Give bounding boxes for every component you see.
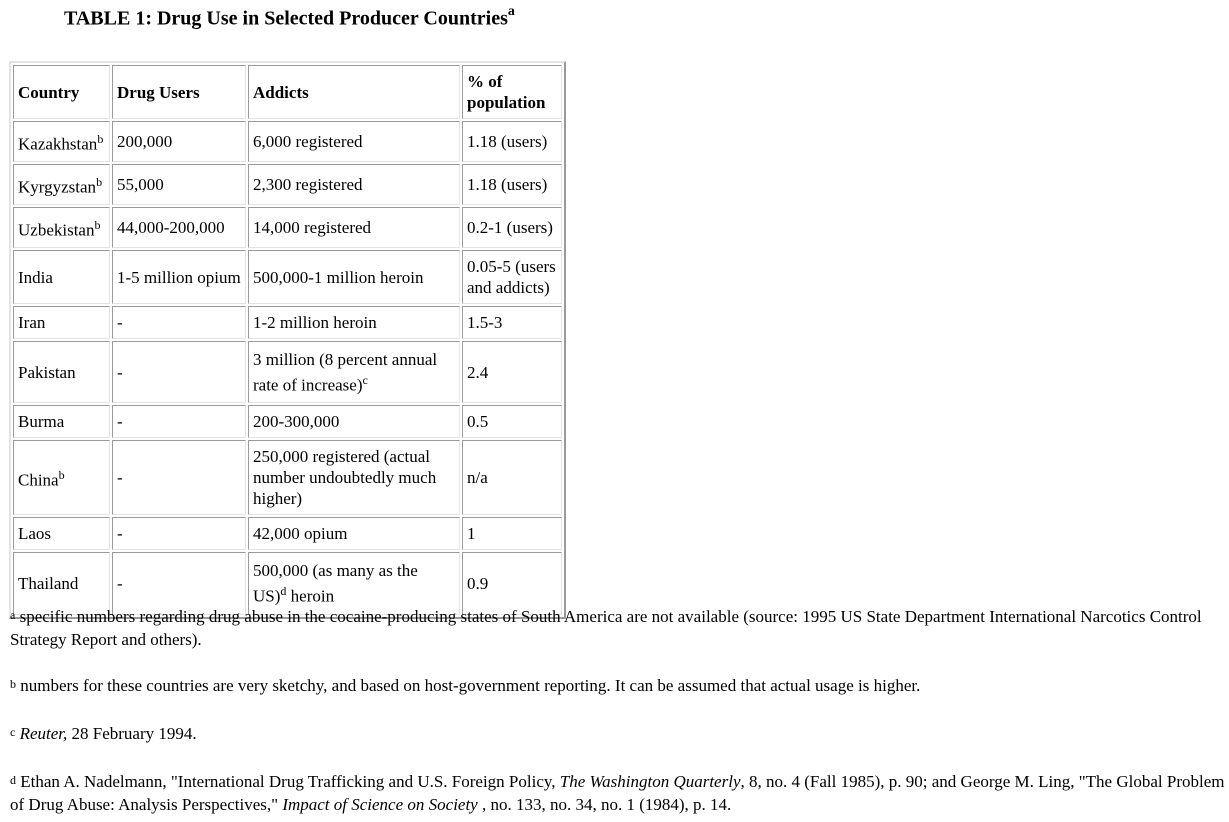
- footnote-d-mark: d: [10, 773, 16, 787]
- addicts-text: 2,300 registered: [253, 175, 363, 194]
- addicts-text: 250,000 registered (actual number undoubtedly much higher): [253, 447, 437, 508]
- country-name: China: [18, 470, 59, 490]
- footnote-a: [10, 606, 1225, 650]
- footnote-d-part3: , no. 133, no. 34, no. 1 (1984), p. 14.: [477, 795, 732, 814]
- cell-addicts: [248, 207, 460, 248]
- table-body: [13, 121, 562, 615]
- footnote-b-mark: b: [10, 677, 16, 691]
- cell-percent-population: n/a: [462, 440, 562, 515]
- footnote-d: [10, 771, 1225, 815]
- drug-use-table: [11, 63, 564, 617]
- cell-country: [13, 207, 110, 248]
- cell-drug-users: -: [112, 517, 246, 550]
- footnote-a-mark: a: [10, 608, 16, 622]
- cell-percent-population: 1.18 (users): [462, 164, 562, 205]
- cell-percent-population: 0.9: [462, 552, 562, 615]
- cell-country: [13, 341, 110, 403]
- country-footnote-mark: b: [96, 174, 103, 189]
- table-header-row: [13, 65, 562, 119]
- footnote-c-text: 28 February 1994.: [67, 724, 197, 743]
- addicts-text: 42,000 opium: [253, 524, 348, 543]
- addicts-text: 500,000 (as many as the US): [253, 561, 418, 606]
- cell-drug-users: 55,000: [112, 164, 246, 205]
- footnote-c-mark: c: [10, 725, 16, 739]
- cell-percent-population: 0.2-1 (users): [462, 207, 562, 248]
- header-country: Country: [13, 65, 110, 119]
- table-row: [13, 164, 562, 205]
- addicts-text: 3 million (8 percent annual rate of increase): [253, 349, 438, 395]
- footnote-d-part2: , 8, no. 4 (Fall 1985), p. 90; and George M. Ling, "The Global Problem of Drug Abuse: Analysis Perspectives,": [10, 772, 1225, 814]
- cell-country: [13, 440, 110, 515]
- cell-addicts: [248, 250, 460, 304]
- cell-percent-population: 0.05-5 (users and addicts): [462, 250, 562, 304]
- footnote-c: [10, 723, 1225, 746]
- cell-addicts: [248, 341, 460, 403]
- cell-percent-population: 0.5: [462, 405, 562, 438]
- cell-addicts: [248, 306, 460, 339]
- table-row: [13, 405, 562, 438]
- country-footnote-mark: b: [94, 217, 101, 232]
- cell-country: [13, 405, 110, 438]
- addicts-text: 200-300,000: [253, 412, 340, 431]
- addicts-text: 1-2 million heroin: [253, 313, 377, 332]
- cell-percent-population: 1.5-3: [462, 306, 562, 339]
- footnote-b-text: numbers for these countries are very sketchy, and based on host-government reporting. It can be assumed that actual usage is higher.: [16, 676, 921, 695]
- addicts-footnote-mark: d: [280, 584, 287, 599]
- country-name: Laos: [18, 524, 52, 543]
- cell-addicts: [248, 440, 460, 515]
- cell-addicts: [248, 517, 460, 550]
- cell-drug-users: -: [112, 341, 246, 403]
- table-row: [13, 121, 562, 162]
- table-row: [13, 250, 562, 304]
- header-percent-population: % of population: [462, 65, 562, 119]
- cell-addicts: [248, 121, 460, 162]
- footnote-b: [10, 675, 1225, 698]
- cell-country: [13, 250, 110, 304]
- country-name: India: [18, 267, 53, 287]
- table-row: [13, 306, 562, 339]
- country-name: Pakistan: [18, 362, 76, 382]
- addicts-footnote-mark: c: [362, 372, 368, 387]
- table-title: [64, 6, 515, 31]
- country-name: Uzbekistan: [18, 220, 95, 240]
- cell-drug-users: 1-5 million opium: [112, 250, 246, 304]
- country-footnote-mark: b: [58, 467, 65, 482]
- footnote-d-journal2: Impact of Science on Society: [282, 795, 478, 814]
- footnote-c-source: Reuter,: [15, 724, 68, 743]
- footnote-a-text: specific numbers regarding drug abuse in the cocaine-producing states of South America are not available (source: 1995 US State Department International Narcotics Control Strategy Report and others).: [10, 607, 1202, 649]
- country-name: Burma: [18, 412, 65, 431]
- table-row: [13, 207, 562, 248]
- cell-country: [13, 306, 110, 339]
- country-footnote-mark: b: [97, 131, 104, 146]
- cell-percent-population: 1.18 (users): [462, 121, 562, 162]
- table-title-text: TABLE 1: Drug Use in Selected Producer Countries: [64, 7, 508, 30]
- table-row: [13, 341, 562, 403]
- country-name: Thailand: [18, 574, 79, 593]
- cell-country: [13, 164, 110, 205]
- country-name: Kyrgyzstan: [18, 177, 97, 197]
- cell-drug-users: -: [112, 405, 246, 438]
- header-addicts: Addicts: [248, 65, 460, 119]
- cell-drug-users: 200,000: [112, 121, 246, 162]
- footnote-d-part1: Ethan A. Nadelmann, "International Drug Trafficking and U.S. Foreign Policy,: [16, 772, 560, 791]
- cell-country: [13, 121, 110, 162]
- country-name: Iran: [18, 313, 46, 332]
- addicts-text: 6,000 registered: [253, 132, 363, 151]
- cell-drug-users: 44,000-200,000: [112, 207, 246, 248]
- cell-country: [13, 517, 110, 550]
- drug-use-table-frame: [9, 61, 566, 619]
- cell-drug-users: -: [112, 440, 246, 515]
- cell-addicts: [248, 405, 460, 438]
- table-row: [13, 517, 562, 550]
- country-name: Kazakhstan: [18, 134, 98, 154]
- cell-drug-users: -: [112, 306, 246, 339]
- addicts-text: 500,000-1 million heroin: [253, 267, 424, 287]
- addicts-text: 14,000 registered: [253, 218, 372, 237]
- cell-drug-users: -: [112, 552, 246, 615]
- cell-percent-population: 1: [462, 517, 562, 550]
- addicts-text-tail: heroin: [286, 586, 335, 606]
- header-drug-users: Drug Users: [112, 65, 246, 119]
- footnote-d-journal1: The Washington Quarterly: [559, 772, 741, 791]
- table-row: [13, 440, 562, 515]
- cell-percent-population: 2.4: [462, 341, 562, 403]
- table-title-footnote-mark: a: [507, 4, 515, 19]
- cell-addicts: [248, 164, 460, 205]
